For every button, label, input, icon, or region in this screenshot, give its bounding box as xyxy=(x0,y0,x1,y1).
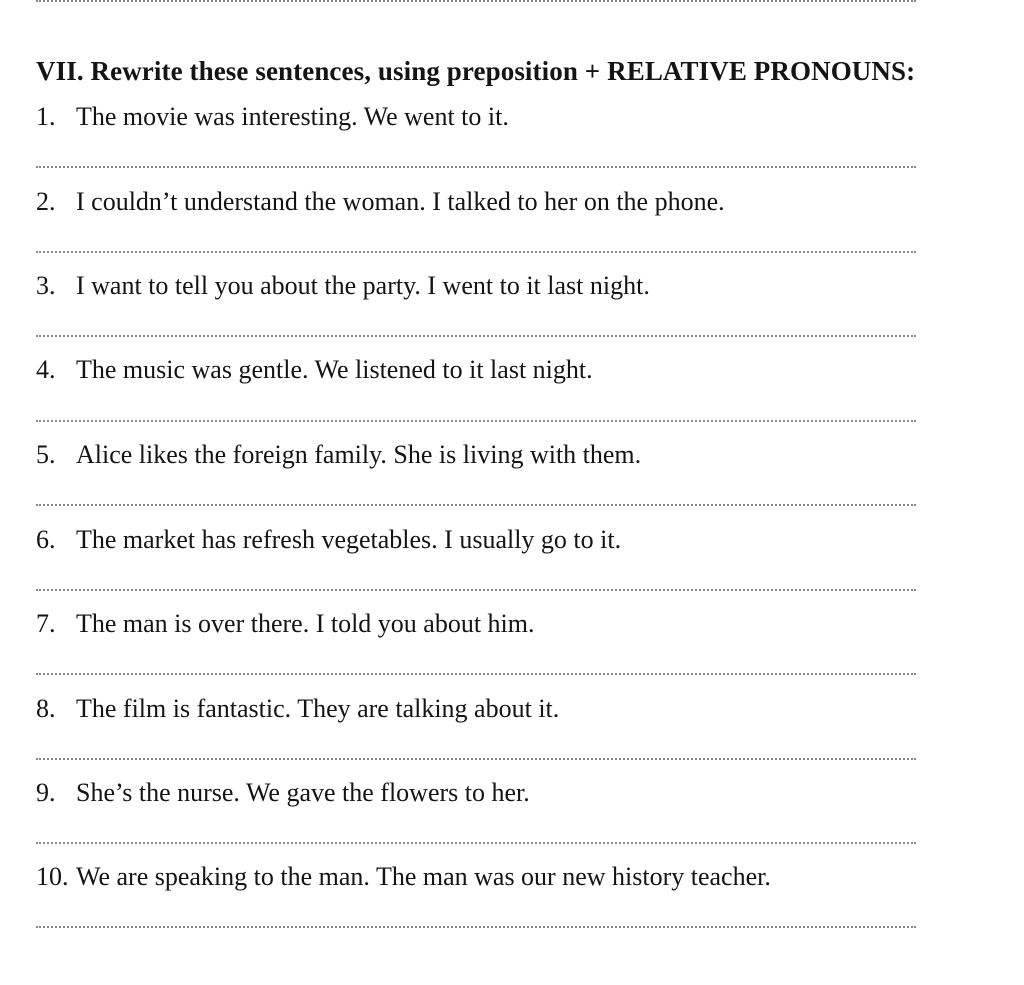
question-number: 8. xyxy=(36,694,56,723)
question-number: 2. xyxy=(36,187,56,216)
question-item xyxy=(36,525,936,565)
question-item xyxy=(36,102,936,142)
question-number: 10. xyxy=(36,862,69,891)
question-text: Alice likes the foreign family. She is living with them. xyxy=(76,440,642,469)
question-item xyxy=(36,862,936,902)
question-text: The market has refresh vegetables. I usually go to it. xyxy=(76,525,622,554)
question-number: 3. xyxy=(36,271,56,300)
question-number: 9. xyxy=(36,778,56,807)
question-item xyxy=(36,609,936,649)
answer-line[interactable] xyxy=(36,166,916,168)
answer-line[interactable] xyxy=(36,251,916,253)
question-item xyxy=(36,694,936,734)
top-dotted-rule xyxy=(36,0,916,2)
question-text: We are speaking to the man. The man was our new history teacher. xyxy=(76,862,771,891)
question-item xyxy=(36,355,936,395)
question-text: I couldn’t understand the woman. I talked to her on the phone. xyxy=(76,187,725,216)
answer-line[interactable] xyxy=(36,842,916,844)
question-item xyxy=(36,187,936,227)
answer-line[interactable] xyxy=(36,926,916,928)
question-text: The film is fantastic. They are talking about it. xyxy=(76,694,560,723)
question-number: 7. xyxy=(36,609,56,638)
question-text: She’s the nurse. We gave the flowers to her. xyxy=(76,778,530,807)
question-text: The movie was interesting. We went to it. xyxy=(76,102,509,131)
question-item xyxy=(36,271,936,311)
question-text: The music was gentle. We listened to it last night. xyxy=(76,355,593,384)
question-text: The man is over there. I told you about him. xyxy=(76,609,535,638)
question-text: I want to tell you about the party. I went to it last night. xyxy=(76,271,650,300)
answer-line[interactable] xyxy=(36,589,916,591)
answer-line[interactable] xyxy=(36,673,916,675)
question-number: 1. xyxy=(36,102,56,131)
exercise-title: VII. Rewrite these sentences, using preposition + RELATIVE PRONOUNS: xyxy=(36,56,916,86)
question-item xyxy=(36,440,936,480)
answer-line[interactable] xyxy=(36,504,916,506)
answer-line[interactable] xyxy=(36,335,916,337)
answer-line[interactable] xyxy=(36,420,916,422)
answer-line[interactable] xyxy=(36,758,916,760)
question-number: 6. xyxy=(36,525,56,554)
question-number: 4. xyxy=(36,355,56,384)
question-number: 5. xyxy=(36,440,56,469)
question-item xyxy=(36,778,936,818)
